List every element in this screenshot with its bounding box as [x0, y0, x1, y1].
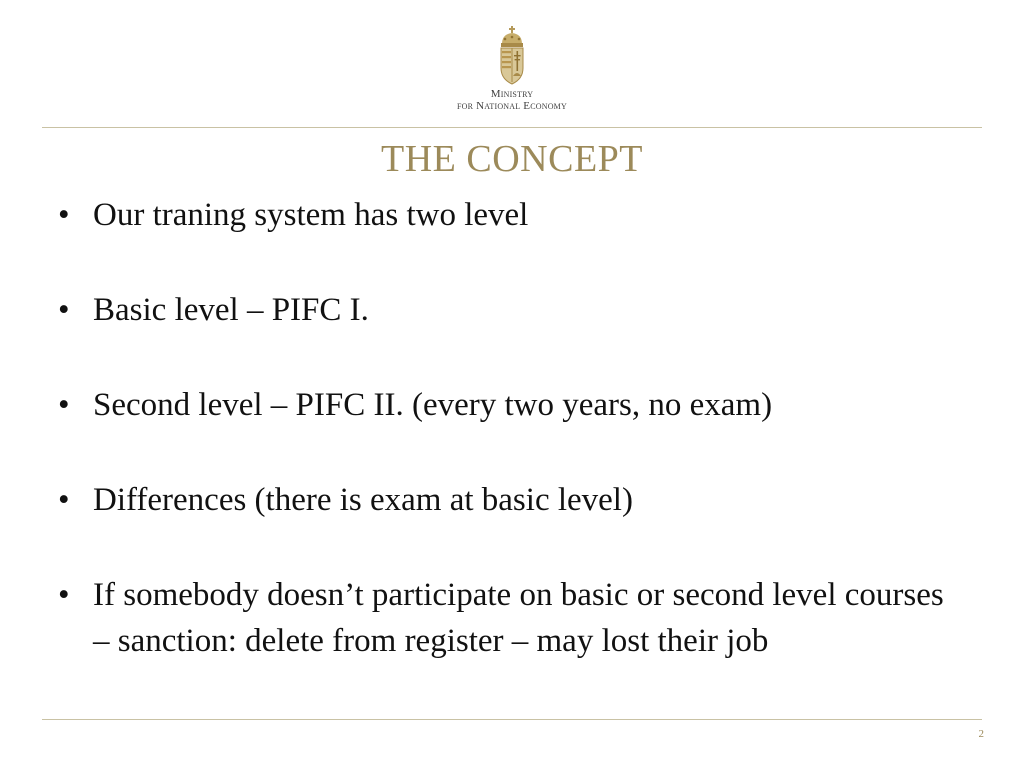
top-divider — [42, 127, 982, 128]
ministry-name-line1: Ministry — [490, 88, 534, 100]
bullet-item — [55, 192, 955, 238]
bullet-text: Basic level – PIFC I. — [93, 292, 369, 328]
bullet-icon: • — [58, 482, 70, 518]
bullet-icon: • — [58, 387, 70, 423]
bottom-divider — [42, 719, 982, 720]
slide-title: THE CONCEPT — [381, 138, 643, 180]
coat-of-arms-icon — [496, 26, 528, 86]
bullet-icon: • — [58, 292, 70, 328]
bullet-item — [55, 572, 955, 664]
bullet-item — [55, 287, 955, 333]
bullet-icon: • — [58, 577, 70, 613]
bullet-text: If somebody doesn’t participate on basic or second level courses – sanction: delete from register – may lost their job — [93, 577, 944, 659]
bullet-text: Second level – PIFC II. (every two years, no exam) — [93, 387, 773, 423]
bullet-item — [55, 382, 955, 428]
ministry-logo — [0, 26, 1024, 112]
ministry-name-line2: for National Economy — [457, 100, 567, 112]
bullet-text: Our traning system has two level — [93, 197, 529, 233]
ministry-name — [0, 88, 1024, 112]
page-number: 2 — [978, 728, 984, 740]
bullet-icon: • — [58, 197, 70, 233]
bullet-text: Differences (there is exam at basic level) — [93, 482, 633, 518]
bullet-list — [55, 192, 955, 664]
bullet-item — [55, 477, 955, 523]
